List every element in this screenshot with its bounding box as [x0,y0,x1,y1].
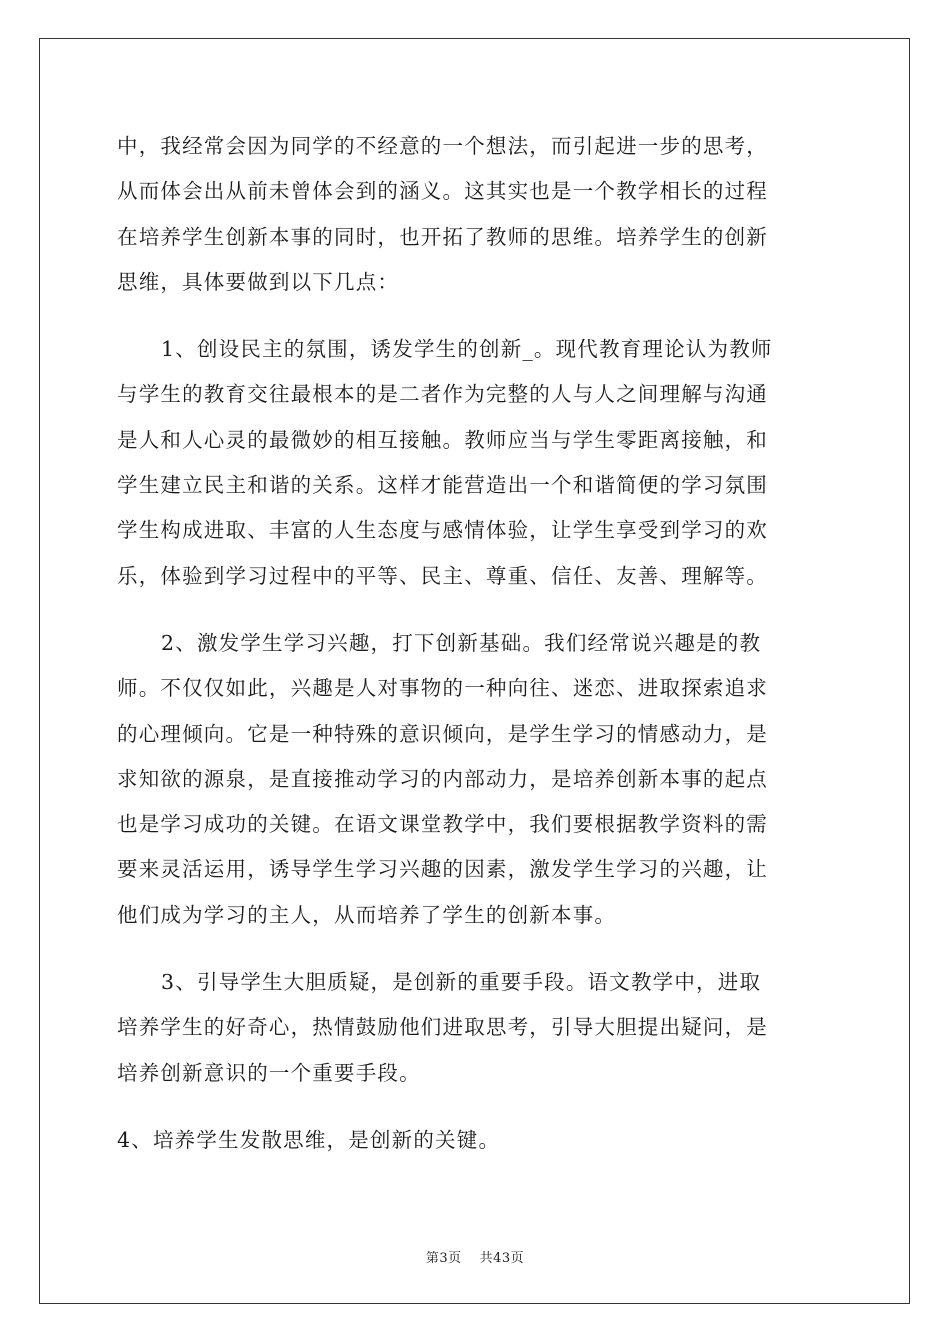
text-line: 思维，具体要做到以下几点： [117,269,400,294]
text-line: 在培养学生创新本事的同时，也开拓了教师的思维。培养学生的创新 [117,224,768,249]
paragraph-3-first-line: 3、引导学生大胆质疑，是创新的重要手段。语文教学中，进取 [161,970,762,995]
text-line: 师。不仅仅如此，兴趣是人对事物的一种向往、迷恋、进取探索追求 [117,676,768,701]
text-line: 与学生的教育交往最根本的是二者作为完整的人与人之间理解与沟通 [117,382,768,407]
document-body [117,124,833,1163]
text-line: 的心理倾向。它是一种特殊的意识倾向，是学生学习的情感动力，是 [117,721,768,746]
paragraph-4-first-line: 4、培养学生发散思维，是创新的关键。 [117,1127,501,1152]
text-line: 中，我经常会因为同学的不经意的一个想法，而引起进一步的思考， [117,134,768,158]
text-line: 也是学习成功的关键。在语文课堂教学中，我们要根据教学资料的需 [117,812,768,837]
text-line: 学生构成进取、丰富的人生态度与感情体验，让学生享受到学习的欢 [117,518,768,543]
text-line: 要来灵活运用，诱导学生学习兴趣的因素，激发学生学习的兴趣，让 [117,857,768,882]
text-line: 培养创新意识的一个重要手段。 [117,1060,421,1085]
paragraph-gap [117,599,833,621]
paragraph-2-first-line: 2、激发学生学习兴趣，打下创新基础。我们经常说兴趣是的教 [161,630,762,655]
text-line: 学生建立民主和谐的关系。这样才能营造出一个和谐简便的学习氛围 [117,473,768,498]
text-line: 培养学生的好奇心，热情鼓励他们进取思考，引导大胆提出疑问，是 [117,1015,768,1040]
text-line: 求知欲的源泉，是直接推动学习的内部动力，是培养创新本事的起点 [117,766,768,791]
page-footer [0,1247,950,1266]
paragraph-gap [117,938,833,960]
paragraph-1-first-line: 1、创设民主的氛围，诱发学生的创新_。现代教育理论认为教师 [161,337,773,362]
text-line: 乐，体验到学习过程中的平等、民主、尊重、信任、友善、理解等。 [117,563,768,588]
paragraph-gap [117,305,833,327]
paragraph-gap [117,1096,833,1118]
text-line: 从而体会出从前未曾体会到的涵义。这其实也是一个教学相长的过程 [117,179,768,204]
page-number: 第3页 [425,1251,462,1266]
text-line: 是人和人心灵的最微妙的相互接触。教师应当与学生零距离接触，和 [117,427,768,452]
text-line: 他们成为学习的主人，从而培养了学生的创新本事。 [117,902,617,927]
page-total: 共43页 [479,1251,525,1266]
